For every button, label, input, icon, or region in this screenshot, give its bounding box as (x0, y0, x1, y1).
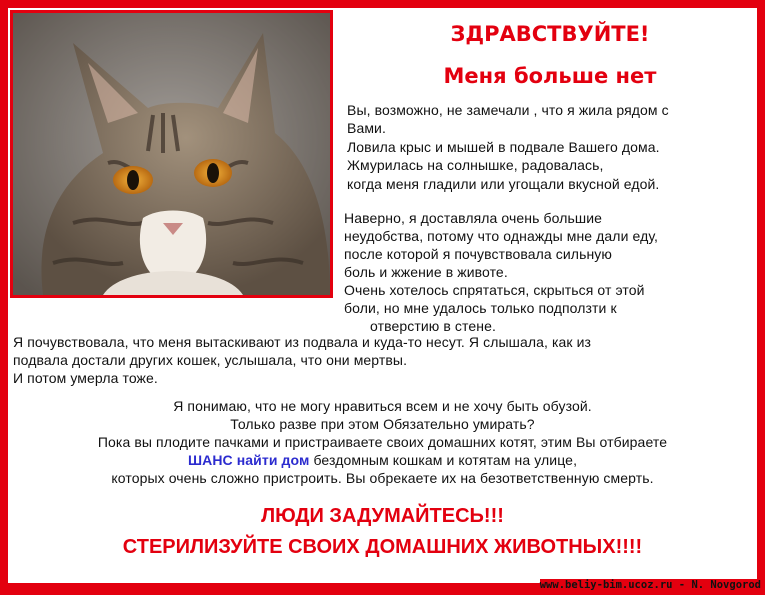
intro-line: Вы, возможно, не замечали , что я жила рядом с (347, 102, 669, 118)
footer-credit: www.beliy-bim.ucoz.ru - N. Novgorod (539, 579, 761, 591)
story-line: Наверно, я доставляла очень большие (344, 210, 602, 226)
story-line: боль и жжение в животе. (344, 264, 508, 280)
plea-line: Пока вы плодите пачками и пристраиваете своих домашних котят, этим Вы отбираете (97, 434, 668, 450)
call-to-action-line: ЛЮДИ ЗАДУМАЙТЕСЬ!!! (261, 505, 504, 527)
chance-highlight: ШАНС найти дом (187, 452, 310, 468)
call-to-action-line: СТЕРИЛИЗУЙТЕ СВОИХ ДОМАШНИХ ЖИВОТНЫХ!!!! (122, 536, 643, 558)
last-line: которых очень сложно пристроить. Вы обрекаете их на безответственную смерть. (111, 470, 654, 486)
plea-line: Только разве при этом Обязательно умирать? (230, 416, 535, 432)
wide-line: подвала достали других кошек, услышала, что они мертвы. (13, 352, 408, 368)
plea-line: Я понимаю, что не могу нравиться всем и не хочу быть обузой. (173, 398, 592, 414)
poster-subtitle: Меня больше нет (443, 64, 657, 88)
footer-bar (0, 575, 765, 595)
story-line: Очень хотелось спрятаться, скрыться от этой (344, 282, 645, 298)
intro-line: Ловила крыс и мышей в подвале Вашего дома. (347, 139, 660, 155)
intro-line: Жмурилась на солнышке, радовалась, (347, 157, 604, 173)
cat-photo (10, 10, 333, 298)
story-line: неудобства, потому что однажды мне дали еду, (344, 228, 659, 244)
tabby-cat-photo-icon (13, 13, 330, 295)
story-line: отверстию в стене. (370, 318, 496, 334)
story-line: боли, но мне удалось только подползти к (344, 300, 617, 316)
poster-title: ЗДРАВСТВУЙТЕ! (450, 22, 650, 46)
wide-line: Я почувствовала, что меня вытаскивают из подвала и куда-то несут. Я слышала, как из (13, 334, 592, 350)
chance-line (10, 452, 755, 470)
chance-rest: бездомным кошкам и котятам на улице, (309, 452, 578, 468)
story-line: после которой я почувствовала сильную (344, 246, 613, 262)
intro-line: Вами. (347, 120, 386, 136)
wide-line: И потом умерла тоже. (13, 370, 158, 386)
intro-line: когда меня гладили или угощали вкусной едой. (347, 176, 660, 192)
